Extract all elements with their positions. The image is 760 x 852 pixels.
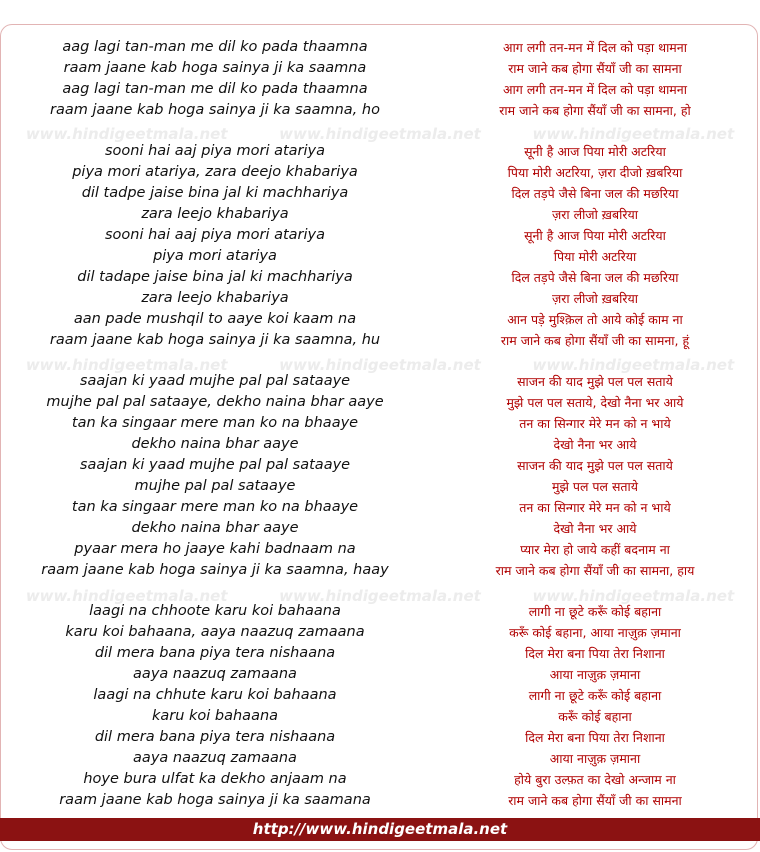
lyric-line [0,434,760,455]
roman-lyric: raam jaane kab hoga sainya ji ka saamna, hu [49,332,381,348]
stanza-gap [0,581,760,601]
hindi-lyric: करूँ कोई बहाना, आया नाज़ुक़ ज़माना [509,625,681,640]
hindi-lyric: मुझे पल पल सताये [551,479,639,494]
lyric-line [0,413,760,434]
hindi-lyric: साजन की याद मुझे पल पल सताये [517,374,673,389]
lyric-line [0,685,760,706]
hindi-lyric: लागी ना छूटे करूँ कोई बहाना [528,604,662,619]
lyric-line [0,392,760,413]
roman-lyric: laagi na chhoote karu koi bahaana [89,603,341,619]
lyric-line [0,497,760,518]
footer-bar [0,818,760,841]
hindi-lyric: तन का सिन्गार मेरे मन को न भाये [519,500,671,515]
roman-lyric: sooni hai aaj piya mori atariya [104,227,326,243]
roman-lyric: karu koi bahaana [151,708,279,724]
watermark-text: www.hindigeetmala.net [532,356,735,374]
hindi-lyric: राम जाने कब होगा सैंयाँ जी का सामना, हूं [500,333,690,348]
lyric-line [0,330,760,351]
lyric-line [0,309,760,330]
watermark-text: www.hindigeetmala.net [25,356,228,374]
roman-lyric: tan ka singaar mere man ko na bhaaye [71,499,359,515]
roman-lyric: raam jaane kab hoga sainya ji ka saamna, haay [41,562,389,578]
hindi-lyric: प्यार मेरा हो जाये कहीं बदनाम ना [520,542,670,557]
lyric-line [0,100,760,121]
lyric-line [0,204,760,225]
stanza-gap [0,121,760,141]
watermark-text: www.hindigeetmala.net [279,587,481,605]
lyric-line [0,643,760,664]
hindi-lyric: आन पड़े मुश्क़िल तो आये कोई काम ना [507,312,683,327]
hindi-lyric: देखो नैना भर आये [553,521,637,536]
roman-lyric: dekho naina bhar aaye [131,520,299,536]
stanza [0,371,760,581]
hindi-lyric: पिया मोरी अटरिया, ज़रा दीजो ख़बरिया [507,165,683,180]
hindi-lyric: तन का सिन्गार मेरे मन को न भाये [519,416,671,431]
lyric-line [0,141,760,162]
roman-lyric: dil tadape jaise bina jal ki machhariya [77,269,353,285]
hindi-lyric: आग लगी तन-मन में दिल को पड़ा थामना [503,82,687,97]
lyric-line [0,790,760,811]
hindi-lyric: करूँ कोई बहाना [558,709,632,724]
roman-lyric: zara leejo khabariya [141,290,289,306]
lyric-line [0,79,760,100]
hindi-lyric: देखो नैना भर आये [553,437,637,452]
watermark-text: www.hindigeetmala.net [279,125,481,143]
hindi-lyric: आया नाज़ुक़ ज़माना [549,751,641,766]
lyric-line [0,267,760,288]
hindi-lyric: आग लगी तन-मन में दिल को पड़ा थामना [503,40,687,55]
stanza-gap [0,351,760,371]
roman-lyric: aan pade mushqil to aaye koi kaam na [73,311,357,327]
lyric-line [0,601,760,622]
roman-lyric: hoye bura ulfat ka dekho anjaam na [83,771,347,787]
hindi-lyric: राम जाने कब होगा सैंयाँ जी का सामना [508,61,682,76]
hindi-lyric: आया नाज़ुक़ ज़माना [549,667,641,682]
watermark-text: www.hindigeetmala.net [25,587,228,605]
lyric-line [0,288,760,309]
hindi-lyric: दिल मेरा बना पिया तेरा निशाना [525,730,665,745]
lyrics-body [0,37,760,811]
hindi-lyric: लागी ना छूटे करूँ कोई बहाना [528,688,662,703]
lyric-line [0,518,760,539]
roman-lyric: aaya naazuq zamaana [133,750,297,766]
lyric-line [0,183,760,204]
hindi-lyric: मुझे पल पल सताये, देखो नैना भर आये [506,395,684,410]
watermark-text: www.hindigeetmala.net [532,125,735,143]
roman-lyric: dil mera bana piya tera nishaana [94,729,336,745]
hindi-lyric: ज़रा लीजो ख़बरिया [552,207,638,222]
stanza [0,141,760,351]
watermark-text: www.hindigeetmala.net [279,356,481,374]
hindi-lyric: राम जाने कब होगा सैंयाँ जी का सामना [508,793,682,808]
roman-lyric: piya mori atariya [153,248,277,264]
hindi-lyric: दिल मेरा बना पिया तेरा निशाना [525,646,665,661]
lyric-line [0,162,760,183]
roman-lyric: tan ka singaar mere man ko na bhaaye [71,415,359,431]
lyric-line [0,769,760,790]
hindi-lyric: ज़रा लीजो ख़बरिया [552,291,638,306]
roman-lyric: aag lagi tan-man me dil ko pada thaamna [62,39,368,55]
roman-lyric: piya mori atariya, zara deejo khabariya [72,164,358,180]
roman-lyric: dekho naina bhar aaye [131,436,299,452]
hindi-lyric: दिल तड़पे जैसे बिना जल की मछरिया [511,270,679,285]
lyric-line [0,706,760,727]
roman-lyric: dil mera bana piya tera nishaana [94,645,336,661]
roman-lyric: karu koi bahaana, aaya naazuq zamaana [65,624,365,640]
hindi-lyric: राम जाने कब होगा सैंयाँ जी का सामना, हाय [495,563,695,578]
roman-lyric: raam jaane kab hoga sainya ji ka saamana [59,792,371,808]
hindi-lyric: सूनी है आज पिया मोरी अटरिया [524,144,666,159]
roman-lyric: laagi na chhute karu koi bahaana [93,687,337,703]
roman-lyric: saajan ki yaad mujhe pal pal sataaye [79,373,351,389]
roman-lyric: raam jaane kab hoga sainya ji ka saamna, ho [50,102,380,118]
hindi-lyric: दिल तड़पे जैसे बिना जल की मछरिया [511,186,679,201]
watermark-text: www.hindigeetmala.net [25,125,228,143]
lyric-line [0,58,760,79]
lyric-line [0,560,760,581]
stanza [0,601,760,811]
hindi-lyric: साजन की याद मुझे पल पल सताये [517,458,673,473]
lyric-line [0,455,760,476]
lyric-line [0,246,760,267]
roman-lyric: mujhe pal pal sataaye, dekho naina bhar aaye [46,394,384,410]
roman-lyric: mujhe pal pal sataaye [134,478,296,494]
roman-lyric: saajan ki yaad mujhe pal pal sataaye [79,457,351,473]
lyric-line [0,539,760,560]
watermark-text: www.hindigeetmala.net [532,587,735,605]
roman-lyric: aag lagi tan-man me dil ko pada thaamna [62,81,368,97]
roman-lyric: dil tadpe jaise bina jal ki machhariya [81,185,349,201]
lyric-line [0,664,760,685]
lyric-line [0,371,760,392]
lyric-line [0,622,760,643]
hindi-lyric: पिया मोरी अटरिया [553,249,637,264]
footer-link[interactable]: http://www.hindigeetmala.net [252,820,508,838]
roman-lyric: raam jaane kab hoga sainya ji ka saamna [63,60,367,76]
lyric-line [0,37,760,58]
lyric-line [0,748,760,769]
hindi-lyric: होये बुरा उल्फ़त का देखो अन्जाम ना [514,772,676,787]
lyric-line [0,225,760,246]
lyric-line [0,476,760,497]
roman-lyric: zara leejo khabariya [141,206,289,222]
hindi-lyric: सूनी है आज पिया मोरी अटरिया [524,228,666,243]
hindi-lyric: राम जाने कब होगा सैंयाँ जी का सामना, हो [499,103,691,118]
roman-lyric: sooni hai aaj piya mori atariya [104,143,326,159]
roman-lyric: pyaar mera ho jaaye kahi badnaam na [74,541,356,557]
stanza [0,37,760,121]
lyric-line [0,727,760,748]
roman-lyric: aaya naazuq zamaana [133,666,297,682]
